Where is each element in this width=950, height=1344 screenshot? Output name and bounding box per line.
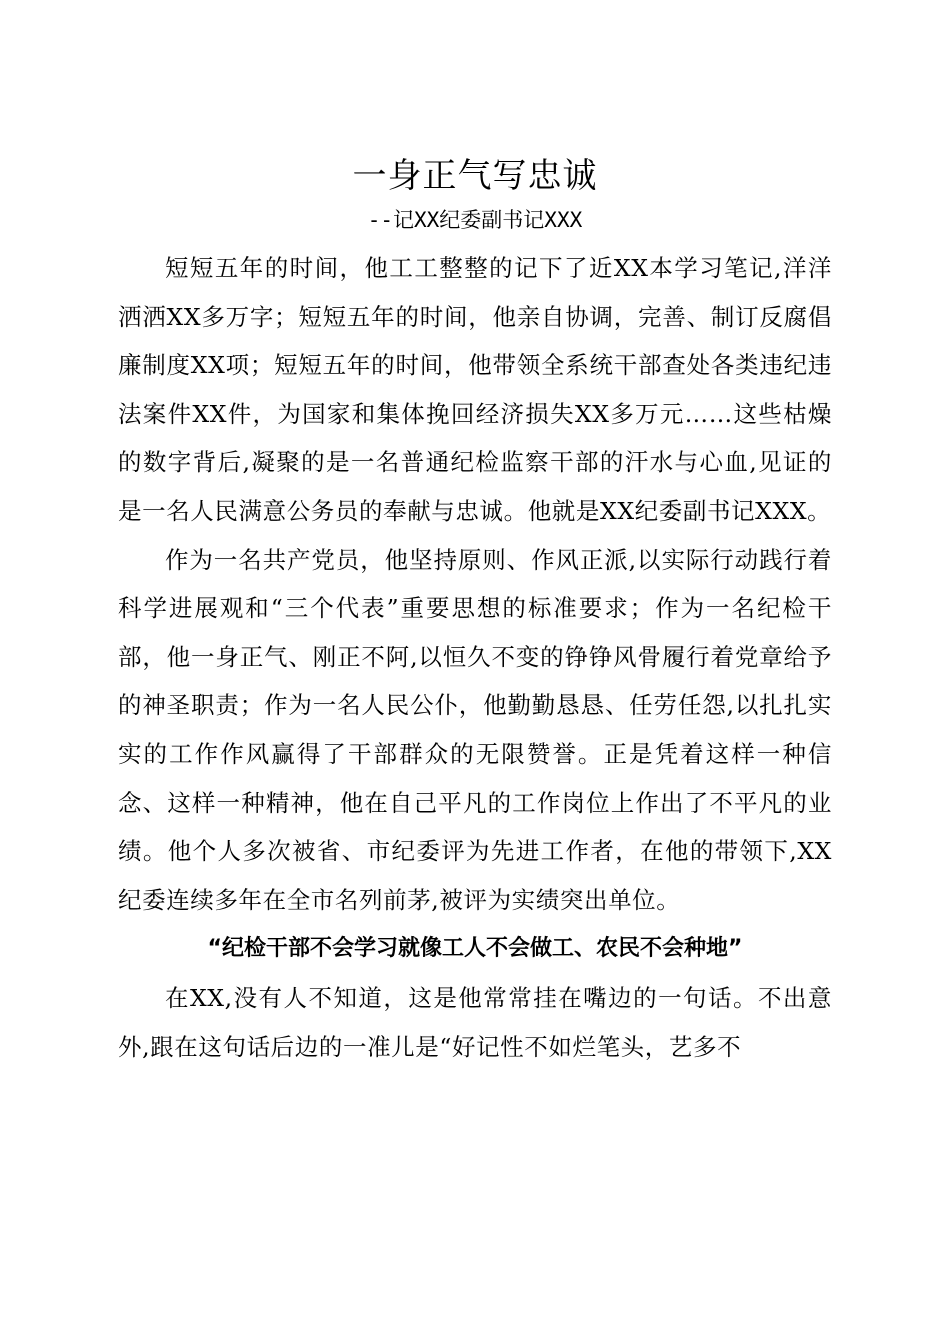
body-paragraph-3: 在XX,没有人不知道，这是他常常挂在嘴边的一句话。不出意外,跟在这句话后边的一准儿是“好记性不如烂笔头，艺多不: [118, 984, 832, 1061]
body-paragraph-1: 短短五年的时间，他工工整整的记下了近XX本学习笔记,洋洋洒洒XX多万字；短短五年的时间，他亲自协调，完善、制订反腐倡廉制度XX项；短短五年的时间，他带领全系统干部查处各类违纪违法案件XX件，为国家和集体挽回经济损失XX多万元……这些枯燥的数字背后,凝聚的是一名普通纪检监察干部的汗水与心血,见证的是一名人民满意公务员的奉献与忠诚。他就是XX纪委副书记XXX。: [118, 254, 832, 525]
body-paragraph-2: 作为一名共产党员，他坚持原则、作风正派,以实际行动践行着科学进展观和“三个代表”重要思想的标准要求；作为一名纪检干部，他一身正气、刚正不阿,以恒久不变的铮铮风骨履行着党章给予的神圣职责；作为一名人民公仆，他勤勤恳恳、任劳任怨,以扎扎实实的工作作风赢得了干部群众的无限赞誉。正是凭着这样一种信念、这样一种精神，他在自己平凡的工作岗位上作出了不平凡的业绩。他个人多次被省、市纪委评为先进工作者，在他的带领下,XX纪委连续多年在全市名列前茅,被评为实绩突出单位。: [118, 545, 832, 914]
section-heading: “纪检干部不会学习就像工人不会做工、农民不会种地”: [207, 936, 743, 962]
document-title: 一身正气写忠诚: [352, 156, 598, 196]
document-page: [118, 150, 832, 1072]
document-subtitle: --记XX纪委副书记XXX: [367, 208, 583, 232]
